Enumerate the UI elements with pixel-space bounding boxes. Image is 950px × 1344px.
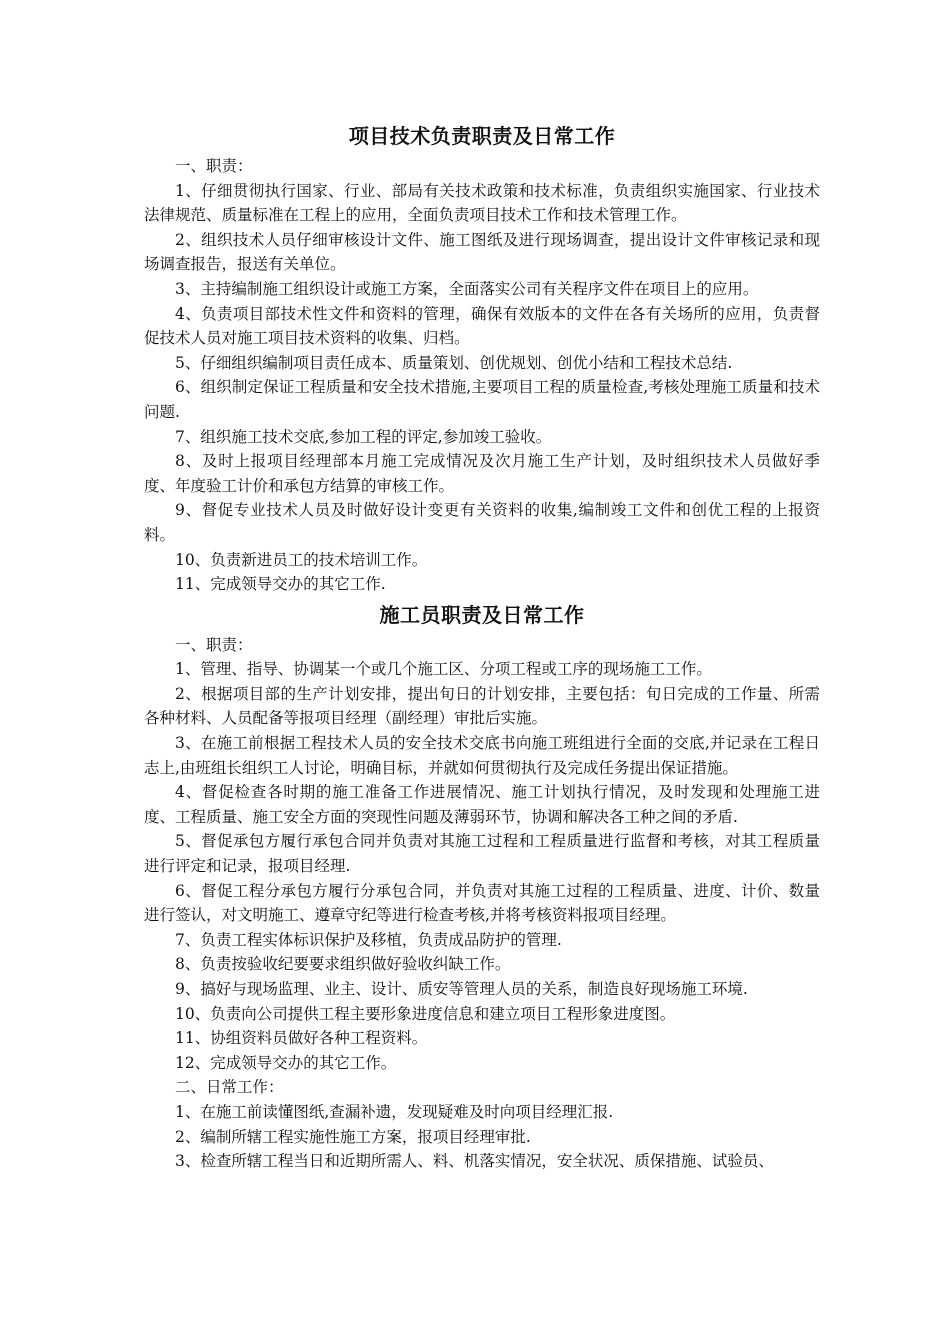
tech-lead-duty-item-9: 9、督促专业技术人员及时做好设计变更有关资料的收集,编制竣工文件和创优工程的上报资料。: [144, 501, 820, 544]
document-body: [144, 118, 820, 1174]
construction-duty-item-8: 8、负责按验收纪要要求组织做好验收纠缺工作。: [175, 955, 511, 974]
tech-lead-duty-item-11: 11、完成领导交办的其它工作.: [175, 575, 386, 594]
construction-duty-item-11: 11、协组资料员做好各种工程资料。: [175, 1029, 428, 1048]
tech-lead-duty-item-2: 2、组织技术人员仔细审核设计文件、施工图纸及进行现场调查，提出设计文件审核记录和现场调查报告，报送有关单位。: [144, 230, 820, 274]
tech-lead-duty-item-3: 3、主持编制施工组织设计或施工方案，全面落实公司有关程序文件在项目上的应用。: [175, 279, 759, 298]
tech-lead-duty-item-5: 5、仔细组织编制项目责任成本、质量策划、创优规划、创优小结和工程技术总结.: [175, 353, 733, 372]
construction-duty-item-12: 12、完成领导交办的其它工作。: [175, 1053, 397, 1072]
tech-lead-duty-item-6: 6、组织制定保证工程质量和安全技术措施,主要项目工程的质量检查,考核处理施工质量和技术问题.: [144, 378, 820, 421]
section-title-construction-worker: 施工员职责及日常工作: [379, 602, 585, 627]
duty-list-tech-lead: [144, 179, 820, 597]
section-subhead-duties-2: 一、职责：: [175, 635, 253, 654]
tech-lead-duty-item-8: 8、及时上报项目经理部本月施工完成情况及次月施工生产计划，及时组织技术人员做好季度、年度验工计价和承包方结算的审核工作。: [144, 452, 820, 495]
duty-list-construction-worker: [144, 657, 820, 1075]
tech-lead-duty-item-4: 4、负责项目部技术性文件和资料的管理，确保有效版本的文件在各有关场所的应用，负责督促技术人员对施工项目技术资料的收集、归档。: [144, 304, 820, 348]
daily-work-item-3: 3、检查所辖工程当日和近期所需人、料、机落实情况，安全状况、质保措施、试验员、: [175, 1152, 774, 1171]
daily-work-item-2: 2、编制所辖工程实施性施工方案，报项目经理审批.: [175, 1127, 531, 1146]
construction-duty-item-1: 1、管理、指导、协调某一个或几个施工区、分项工程或工序的现场施工工作。: [175, 660, 712, 679]
construction-duty-item-10: 10、负责向公司提供工程主要形象进度信息和建立项目工程形象进度图。: [175, 1004, 676, 1023]
construction-duty-item-3: 3、在施工前根据工程技术人员的安全技术交底书向施工班组进行全面的交底,并记录在工程日志上,由班组长组织工人讨论，明确目标，并就如何贯彻执行及完成任务提出保证措施。: [144, 734, 820, 777]
section-title-tech-lead: 项目技术负责职责及日常工作: [348, 124, 616, 148]
construction-duty-item-6: 6、督促工程分承包方履行分承包合同，并负责对其施工过程的工程质量、进度、计价、数量进行签认，对文明施工、遵章守纪等进行检查考核,并将考核资料报项目经理。: [144, 881, 820, 925]
section-subhead-daily-work: 二、日常工作：: [175, 1078, 284, 1097]
construction-duty-item-7: 7、负责工程实体标识保护及移植，负责成品防护的管理.: [175, 930, 562, 949]
tech-lead-duty-item-10: 10、负责新进员工的技术培训工作。: [175, 550, 428, 569]
construction-duty-item-4: 4、督促检查各时期的施工准备工作进展情况、施工计划执行情况，及时发现和处理施工进度、工程质量、施工安全方面的突现性问题及薄弱环节，协调和解决各工种之间的矛盾.: [144, 783, 820, 826]
tech-lead-duty-item-1: 1、仔细贯彻执行国家、行业、部局有关技术政策和技术标准，负责组织实施国家、行业技术法律规范、质量标准在工程上的应用，全面负责项目技术工作和技术管理工作。: [144, 181, 820, 225]
construction-duty-item-2: 2、根据项目部的生产计划安排，提出旬日的计划安排，主要包括：旬日完成的工作量、所需各种材料、人员配备等报项目经理（副经理）审批后实施。: [144, 684, 820, 728]
section-subhead-duties: 一、职责：: [175, 157, 253, 175]
construction-duty-item-5: 5、督促承包方履行承包合同并负责对其施工过程和工程质量进行监督和考核，对其工程质量进行评定和记录，报项目经理.: [144, 832, 820, 876]
tech-lead-duty-item-7: 7、组织施工技术交底,参加工程的评定,参加竣工验收。: [175, 427, 552, 446]
construction-duty-item-9: 9、搞好与现场监理、业主、设计、质安等管理人员的关系，制造良好现场施工环境.: [175, 980, 748, 998]
daily-work-list: [144, 1100, 820, 1174]
daily-work-item-1: 1、在施工前读懂图纸,查漏补遗，发现疑难及时向项目经理汇报.: [175, 1102, 614, 1121]
